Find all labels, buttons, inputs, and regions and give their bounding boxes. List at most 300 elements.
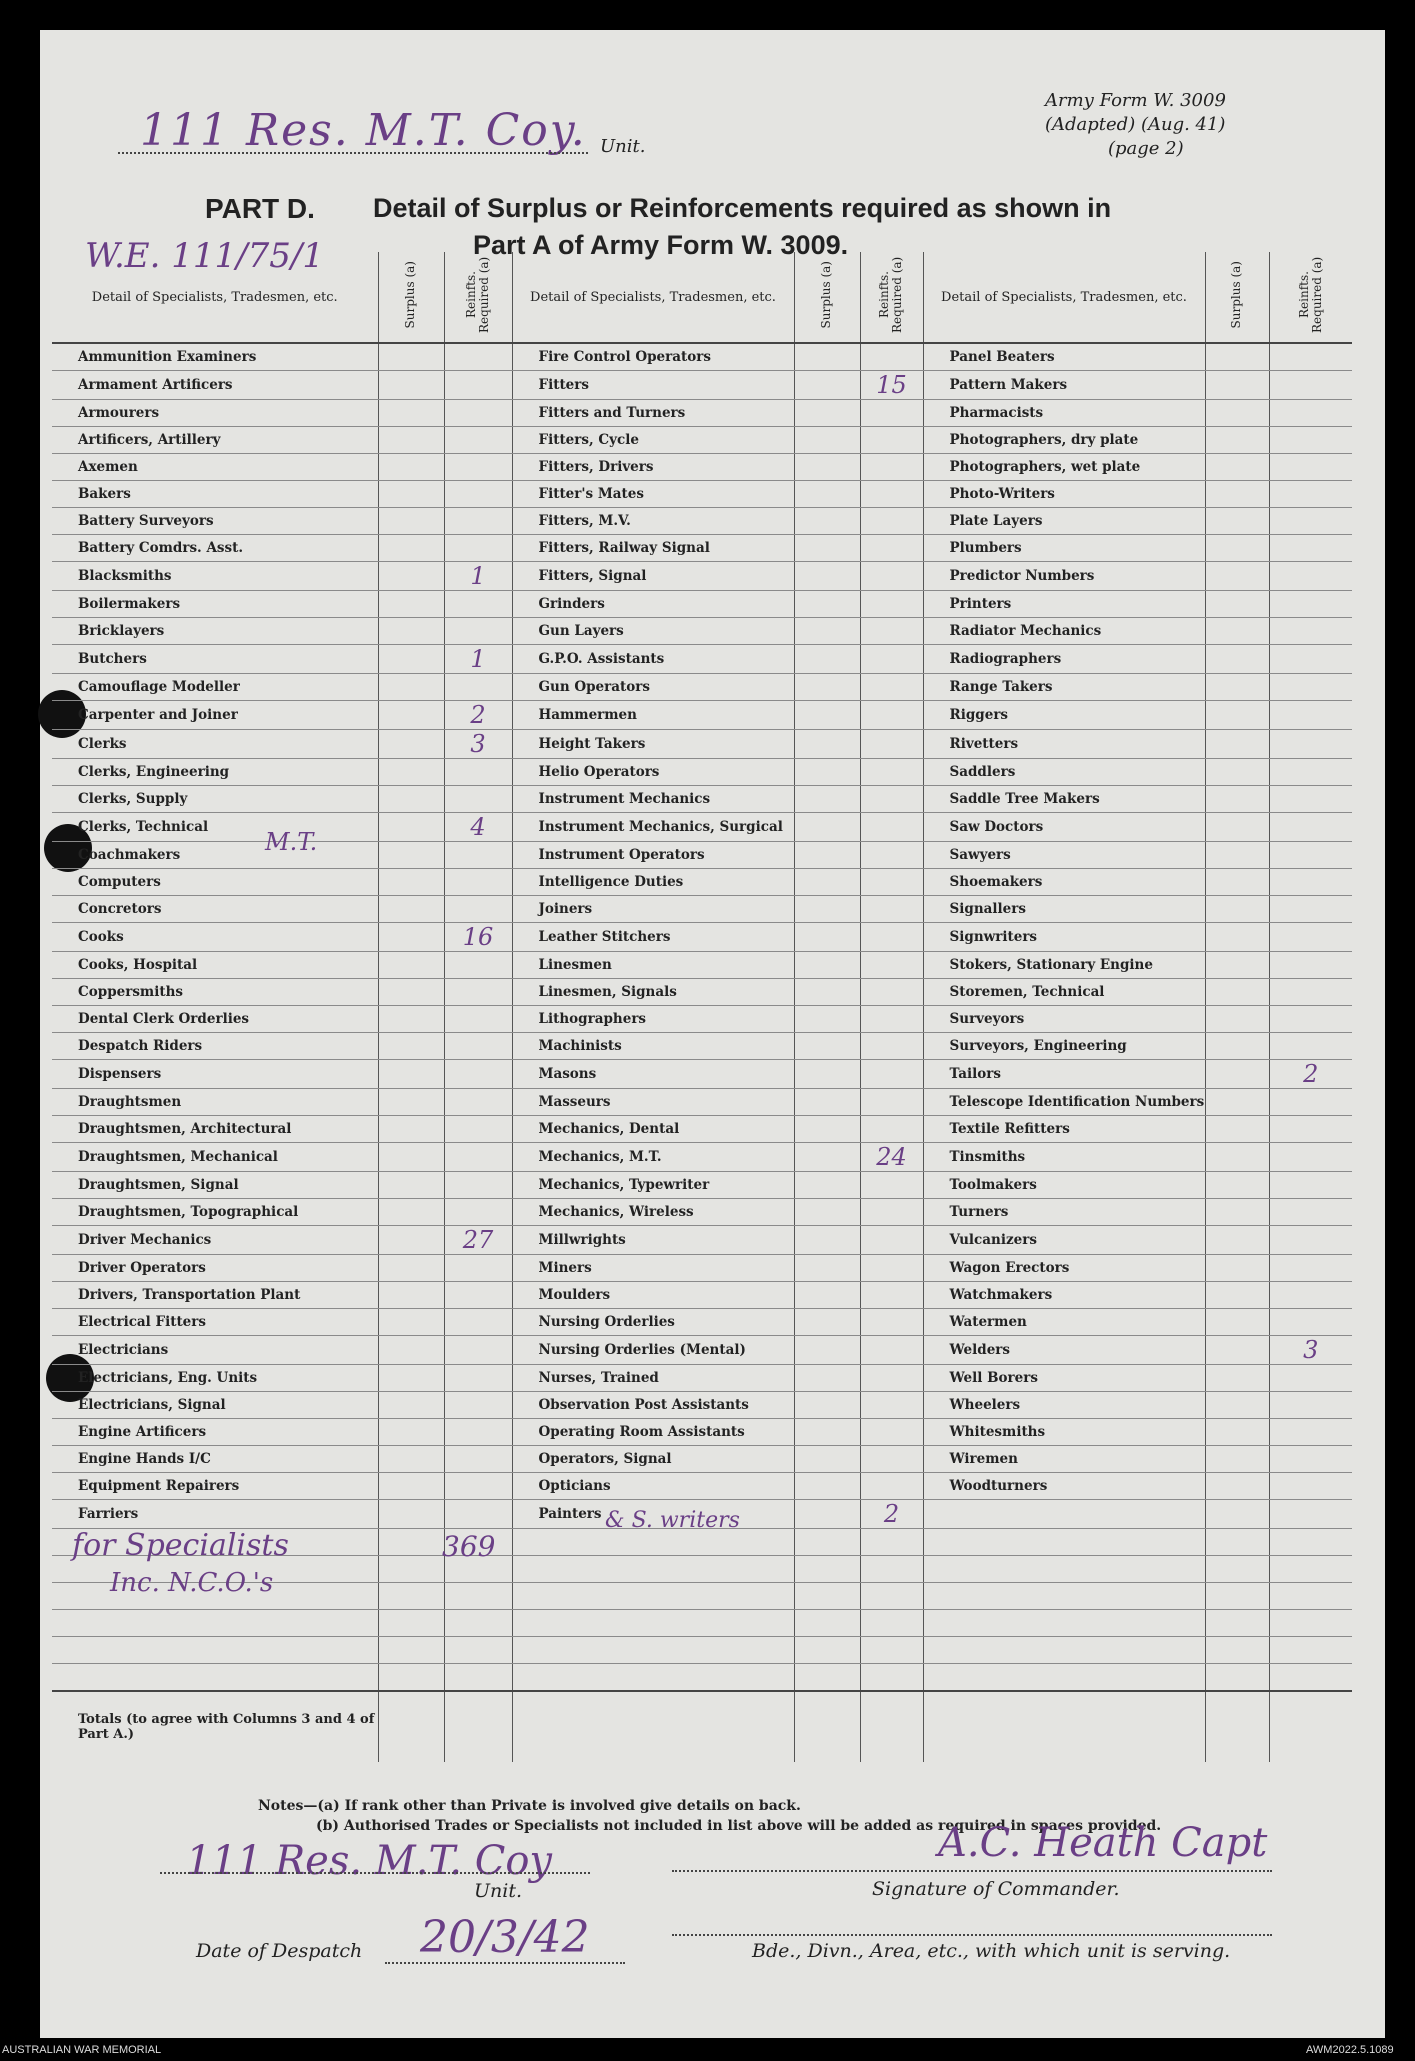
table-row	[52, 1172, 1352, 1199]
specialist-label: Fitters, Railway Signal	[512, 535, 794, 562]
surplus-cell	[794, 400, 860, 427]
specialist-label: Surveyors	[923, 1006, 1205, 1033]
surplus-cell	[1205, 1500, 1269, 1529]
blank-cell	[444, 1583, 512, 1610]
reinfts-cell	[1269, 1033, 1352, 1060]
surplus-cell	[1205, 371, 1269, 400]
table-row	[52, 979, 1352, 1006]
specialist-label: Draughtsmen, Signal	[52, 1172, 378, 1199]
table-row	[52, 786, 1352, 813]
reinfts-cell: 2	[444, 701, 512, 730]
reinfts-cell	[860, 1172, 923, 1199]
blank-cell	[860, 1610, 923, 1637]
reinfts-cell	[860, 454, 923, 481]
reinfts-cell	[444, 1116, 512, 1143]
reinfts-cell	[1269, 786, 1352, 813]
surplus-cell	[378, 1473, 444, 1500]
reinfts-cell	[860, 1226, 923, 1255]
surplus-cell	[1205, 1419, 1269, 1446]
reinfts-cell	[444, 842, 512, 869]
table-row	[52, 618, 1352, 645]
reinfts-header: Reinfts. Required (a)	[1296, 256, 1324, 334]
table-row	[52, 1419, 1352, 1446]
reinfts-cell	[860, 1282, 923, 1309]
blank-cell	[923, 1664, 1205, 1692]
reinfts-cell	[860, 535, 923, 562]
reinfts-cell	[860, 481, 923, 508]
specialist-label: Draughtsmen, Mechanical	[52, 1143, 378, 1172]
specialist-label: Boilermakers	[52, 591, 378, 618]
surplus-cell	[378, 645, 444, 674]
specialist-label: Armourers	[52, 400, 378, 427]
specialist-label: Saddlers	[923, 759, 1205, 786]
specialist-label: Engine Artificers	[52, 1419, 378, 1446]
specialist-label: Fitters, Signal	[512, 562, 794, 591]
reinfts-cell	[1269, 1226, 1352, 1255]
specialist-label: Printers	[923, 591, 1205, 618]
specialist-label: Telescope Identification Numbers	[923, 1089, 1205, 1116]
reinfts-cell	[1269, 923, 1352, 952]
specialist-label: Clerks, Supply	[52, 786, 378, 813]
reinfts-cell	[1269, 427, 1352, 454]
reinfts-cell	[860, 1419, 923, 1446]
specialist-label: Linesmen	[512, 952, 794, 979]
reinfts-cell: 1	[444, 645, 512, 674]
specialist-label: Leather Stitchers	[512, 923, 794, 952]
specialist-label: Wiremen	[923, 1446, 1205, 1473]
specialist-label: Masons	[512, 1060, 794, 1089]
specialist-label: Artificers, Artillery	[52, 427, 378, 454]
specialist-label: Mechanics, M.T.	[512, 1143, 794, 1172]
blank-cell	[794, 1664, 860, 1692]
reinfts-cell	[1269, 1419, 1352, 1446]
specialist-label: Draughtsmen	[52, 1089, 378, 1116]
surplus-cell	[794, 645, 860, 674]
blank-cell	[52, 1610, 378, 1637]
reinfts-cell	[444, 1500, 512, 1529]
specialist-label: Instrument Mechanics, Surgical	[512, 813, 794, 842]
reinfts-cell	[444, 1255, 512, 1282]
reinfts-cell	[1269, 952, 1352, 979]
reinfts-cell	[1269, 759, 1352, 786]
specialist-label: Whitesmiths	[923, 1419, 1205, 1446]
surplus-cell	[1205, 1473, 1269, 1500]
specialist-label: Cooks	[52, 923, 378, 952]
reinfts-cell: 27	[444, 1226, 512, 1255]
reinfts-cell	[860, 1309, 923, 1336]
table-row	[52, 562, 1352, 591]
reinfts-header: Reinfts. Required (a)	[877, 256, 905, 334]
reinfts-cell	[860, 618, 923, 645]
specialist-label: Electricians, Eng. Units	[52, 1365, 378, 1392]
surplus-cell	[794, 371, 860, 400]
reinfts-cell	[1269, 535, 1352, 562]
surplus-cell	[378, 786, 444, 813]
specialist-label: Fitters and Turners	[512, 400, 794, 427]
surplus-cell	[1205, 1255, 1269, 1282]
reinfts-cell	[444, 759, 512, 786]
blank-row	[52, 1664, 1352, 1692]
detail-header: Detail of Specialists, Tradesmen, etc.	[52, 252, 378, 343]
specialist-label: Camouflage Modeller	[52, 674, 378, 701]
we-handwritten: W.E. 111/75/1	[85, 236, 324, 276]
specialist-label: Masseurs	[512, 1089, 794, 1116]
specialist-label: Mechanics, Dental	[512, 1116, 794, 1143]
specialist-label: Fire Control Operators	[512, 343, 794, 371]
surplus-cell	[794, 730, 860, 759]
blank-cell	[1269, 1664, 1352, 1692]
specialist-label: Radiographers	[923, 645, 1205, 674]
specialist-label: Photo-Writers	[923, 481, 1205, 508]
surplus-cell	[378, 952, 444, 979]
reinfts-cell	[860, 842, 923, 869]
specialist-label: Surveyors, Engineering	[923, 1033, 1205, 1060]
specialist-label: Instrument Mechanics	[512, 786, 794, 813]
specialist-label: Saddle Tree Makers	[923, 786, 1205, 813]
surplus-cell	[1205, 1089, 1269, 1116]
surplus-cell	[1205, 1033, 1269, 1060]
signature-label: Signature of Commander.	[872, 1878, 1120, 1900]
table-row	[52, 535, 1352, 562]
reinfts-cell	[444, 427, 512, 454]
table-row	[52, 371, 1352, 400]
specialist-label: Engine Hands I/C	[52, 1446, 378, 1473]
surplus-cell	[378, 591, 444, 618]
surplus-cell	[378, 1255, 444, 1282]
reinfts-cell	[860, 508, 923, 535]
surplus-cell	[794, 1309, 860, 1336]
reinfts-cell	[860, 591, 923, 618]
reinfts-cell	[1269, 869, 1352, 896]
table-row	[52, 759, 1352, 786]
surplus-cell	[794, 1060, 860, 1089]
reinfts-cell: 3	[444, 730, 512, 759]
surplus-cell	[1205, 759, 1269, 786]
reinfts-cell	[860, 923, 923, 952]
specialist-label: Sawyers	[923, 842, 1205, 869]
reinfts-cell	[444, 1199, 512, 1226]
specialist-label: Saw Doctors	[923, 813, 1205, 842]
surplus-cell	[378, 1500, 444, 1529]
specialist-label: Painters	[512, 1500, 794, 1529]
surplus-cell	[1205, 1060, 1269, 1089]
surplus-cell	[378, 481, 444, 508]
extra-specialists-value: 369	[442, 1530, 496, 1563]
reinfts-cell	[1269, 1365, 1352, 1392]
reinfts-cell	[1269, 508, 1352, 535]
table-row	[52, 454, 1352, 481]
specialist-label: Fitter's Mates	[512, 481, 794, 508]
archive-id: AWM2022.5.1089	[1306, 2044, 1394, 2056]
specialist-label: Armament Artificers	[52, 371, 378, 400]
specialist-label: Coppersmiths	[52, 979, 378, 1006]
form-id: Army Form W. 3009	[1045, 90, 1226, 111]
specialist-label: Battery Surveyors	[52, 508, 378, 535]
specialist-label: Welders	[923, 1336, 1205, 1365]
table-row	[52, 1473, 1352, 1500]
totals-cell	[794, 1691, 860, 1762]
surplus-cell	[378, 1419, 444, 1446]
blank-cell	[52, 1637, 378, 1664]
surplus-cell	[378, 1172, 444, 1199]
specialist-label: Stokers, Stationary Engine	[923, 952, 1205, 979]
reinfts-cell	[860, 1199, 923, 1226]
table-row	[52, 701, 1352, 730]
reinfts-cell: 2	[1269, 1060, 1352, 1089]
reinfts-cell	[444, 1172, 512, 1199]
reinfts-cell	[444, 1473, 512, 1500]
surplus-cell	[1205, 786, 1269, 813]
reinfts-cell	[1269, 1255, 1352, 1282]
specialist-label: G.P.O. Assistants	[512, 645, 794, 674]
specialist-label: Toolmakers	[923, 1172, 1205, 1199]
specialist-label: Joiners	[512, 896, 794, 923]
reinfts-cell	[1269, 842, 1352, 869]
table-row	[52, 1309, 1352, 1336]
reinfts-cell	[1269, 1309, 1352, 1336]
unit-line	[118, 152, 588, 154]
signature-handwritten: A.C. Heath Capt	[938, 1820, 1268, 1866]
totals-cell	[378, 1691, 444, 1762]
blank-cell	[860, 1556, 923, 1583]
reinfts-cell	[444, 1336, 512, 1365]
date-line	[385, 1962, 625, 1964]
reinfts-cell	[860, 1116, 923, 1143]
blank-cell	[444, 1610, 512, 1637]
table-row	[52, 343, 1352, 371]
surplus-cell	[378, 979, 444, 1006]
blank-cell	[794, 1529, 860, 1556]
table-row	[52, 1392, 1352, 1419]
specialist-label: Clerks, Technical	[52, 813, 378, 842]
table-row	[52, 1336, 1352, 1365]
specialist-label: Draughtsmen, Architectural	[52, 1116, 378, 1143]
surplus-cell	[794, 481, 860, 508]
surplus-cell	[794, 674, 860, 701]
form-page: (page 2)	[1108, 138, 1184, 159]
specialist-label: Instrument Operators	[512, 842, 794, 869]
reinfts-cell	[444, 786, 512, 813]
form-adapted: (Adapted) (Aug. 41)	[1045, 114, 1226, 135]
blank-cell	[923, 1529, 1205, 1556]
specialist-label: Predictor Numbers	[923, 562, 1205, 591]
reinfts-cell	[860, 1033, 923, 1060]
surplus-cell	[794, 1446, 860, 1473]
surplus-cell	[794, 1473, 860, 1500]
reinfts-cell	[860, 343, 923, 371]
specialist-label: Tinsmiths	[923, 1143, 1205, 1172]
specialist-label: Axemen	[52, 454, 378, 481]
specialist-label: Shoemakers	[923, 869, 1205, 896]
specialist-label: Operating Room Assistants	[512, 1419, 794, 1446]
specialist-label: Nurses, Trained	[512, 1365, 794, 1392]
specialist-label: Drivers, Transportation Plant	[52, 1282, 378, 1309]
reinfts-cell	[860, 1392, 923, 1419]
surplus-cell	[378, 535, 444, 562]
specialist-label: Farriers	[52, 1500, 378, 1529]
surplus-header: Surplus (a)	[819, 261, 834, 329]
surplus-cell	[1205, 427, 1269, 454]
blank-cell	[923, 1556, 1205, 1583]
surplus-cell	[794, 427, 860, 454]
totals-cell	[1269, 1691, 1352, 1762]
blank-cell	[512, 1583, 794, 1610]
surplus-cell	[378, 759, 444, 786]
surplus-cell	[378, 1365, 444, 1392]
blank-cell	[512, 1664, 794, 1692]
specialist-label: Electricians, Signal	[52, 1392, 378, 1419]
totals-row	[52, 1691, 1352, 1762]
specialist-label: Riggers	[923, 701, 1205, 730]
reinfts-cell	[444, 1446, 512, 1473]
reinfts-cell	[444, 1282, 512, 1309]
reinfts-cell	[860, 1255, 923, 1282]
specialist-label: Hammermen	[512, 701, 794, 730]
bde-line	[672, 1934, 1272, 1936]
blank-cell	[860, 1529, 923, 1556]
blank-cell	[444, 1664, 512, 1692]
surplus-cell	[1205, 645, 1269, 674]
specialist-label: Opticians	[512, 1473, 794, 1500]
surplus-cell	[794, 759, 860, 786]
surplus-cell	[378, 1116, 444, 1143]
extra-specialists-line1: for Specialists	[72, 1528, 289, 1563]
specialist-label: Dental Clerk Orderlies	[52, 1006, 378, 1033]
date-handwritten: 20/3/42	[420, 1912, 590, 1963]
surplus-cell	[1205, 869, 1269, 896]
specialist-label: Computers	[52, 869, 378, 896]
surplus-cell	[1205, 535, 1269, 562]
table-row	[52, 1446, 1352, 1473]
blank-cell	[378, 1664, 444, 1692]
page-title-line2: Part A of Army Form W. 3009.	[473, 230, 849, 260]
specialist-label: Watchmakers	[923, 1282, 1205, 1309]
reinfts-cell	[1269, 343, 1352, 371]
specialist-label: Battery Comdrs. Asst.	[52, 535, 378, 562]
date-label: Date of Despatch	[196, 1940, 363, 1962]
reinfts-cell	[1269, 645, 1352, 674]
reinfts-cell	[1269, 813, 1352, 842]
surplus-cell	[378, 869, 444, 896]
surplus-cell	[794, 1199, 860, 1226]
reinfts-cell	[444, 1033, 512, 1060]
table-row	[52, 869, 1352, 896]
reinfts-cell	[1269, 1282, 1352, 1309]
specialist-label: Mechanics, Wireless	[512, 1199, 794, 1226]
surplus-cell	[794, 508, 860, 535]
reinfts-cell: 3	[1269, 1336, 1352, 1365]
specialist-label: Range Takers	[923, 674, 1205, 701]
table-row	[52, 813, 1352, 842]
reinfts-cell	[1269, 562, 1352, 591]
specialist-label: Driver Mechanics	[52, 1226, 378, 1255]
specialist-label: Gun Layers	[512, 618, 794, 645]
specialist-label: Carpenter and Joiner	[52, 701, 378, 730]
surplus-cell	[794, 535, 860, 562]
reinfts-cell	[860, 427, 923, 454]
specialist-label: Grinders	[512, 591, 794, 618]
surplus-cell	[378, 813, 444, 842]
specialist-label: Miners	[512, 1255, 794, 1282]
reinfts-cell	[860, 759, 923, 786]
reinfts-cell	[1269, 896, 1352, 923]
surplus-cell	[378, 343, 444, 371]
extra-specialists-line2: Inc. N.C.O.'s	[110, 1568, 274, 1598]
specialist-label: Operators, Signal	[512, 1446, 794, 1473]
specialist-label: Plumbers	[923, 535, 1205, 562]
surplus-cell	[1205, 1309, 1269, 1336]
specialist-label: Pharmacists	[923, 400, 1205, 427]
specialist-label: Plate Layers	[923, 508, 1205, 535]
blank-cell	[1269, 1610, 1352, 1637]
surplus-cell	[1205, 1226, 1269, 1255]
reinfts-cell	[1269, 1172, 1352, 1199]
bde-label: Bde., Divn., Area, etc., with which unit is serving.	[752, 1940, 1231, 1962]
specialist-label: Woodturners	[923, 1473, 1205, 1500]
table-row	[52, 842, 1352, 869]
surplus-cell	[794, 1255, 860, 1282]
surplus-cell	[1205, 813, 1269, 842]
table-row	[52, 1199, 1352, 1226]
specialist-label: Textile Refitters	[923, 1116, 1205, 1143]
blank-cell	[1269, 1529, 1352, 1556]
surplus-cell	[378, 1060, 444, 1089]
surplus-cell	[1205, 896, 1269, 923]
reinfts-cell	[1269, 371, 1352, 400]
surplus-cell	[1205, 591, 1269, 618]
surplus-cell	[1205, 618, 1269, 645]
specialist-label: Turners	[923, 1199, 1205, 1226]
specialist-label: Photographers, dry plate	[923, 427, 1205, 454]
surplus-cell	[378, 618, 444, 645]
specialist-label: Fitters	[512, 371, 794, 400]
surplus-cell	[1205, 508, 1269, 535]
signature-line	[672, 1870, 1272, 1872]
surplus-cell	[1205, 1365, 1269, 1392]
specialist-label: Cooks, Hospital	[52, 952, 378, 979]
blank-cell	[923, 1610, 1205, 1637]
reinfts-cell: 4	[444, 813, 512, 842]
reinfts-cell	[860, 730, 923, 759]
reinfts-cell	[860, 645, 923, 674]
surplus-cell	[378, 1392, 444, 1419]
table-row	[52, 1143, 1352, 1172]
reinfts-cell	[444, 896, 512, 923]
reinfts-cell	[1269, 1006, 1352, 1033]
table-row	[52, 952, 1352, 979]
table-row	[52, 427, 1352, 454]
surplus-cell	[794, 1336, 860, 1365]
surplus-cell	[1205, 701, 1269, 730]
reinfts-cell	[1269, 730, 1352, 759]
footer-unit-handwritten: 111 Res. M.T. Coy	[186, 1838, 552, 1884]
blank-cell	[923, 1637, 1205, 1664]
surplus-cell	[378, 1446, 444, 1473]
surplus-cell	[794, 1116, 860, 1143]
blank-cell	[794, 1556, 860, 1583]
reinfts-cell	[444, 979, 512, 1006]
specialist-label: Nursing Orderlies	[512, 1309, 794, 1336]
reinfts-cell	[1269, 454, 1352, 481]
surplus-cell	[1205, 842, 1269, 869]
specialist-label: Intelligence Duties	[512, 869, 794, 896]
page-title-line1: Detail of Surplus or Reinforcements required as shown in	[373, 193, 1112, 223]
table-row	[52, 481, 1352, 508]
reinfts-cell	[444, 1419, 512, 1446]
reinfts-cell	[1269, 979, 1352, 1006]
table-row	[52, 645, 1352, 674]
reinfts-cell	[1269, 1446, 1352, 1473]
